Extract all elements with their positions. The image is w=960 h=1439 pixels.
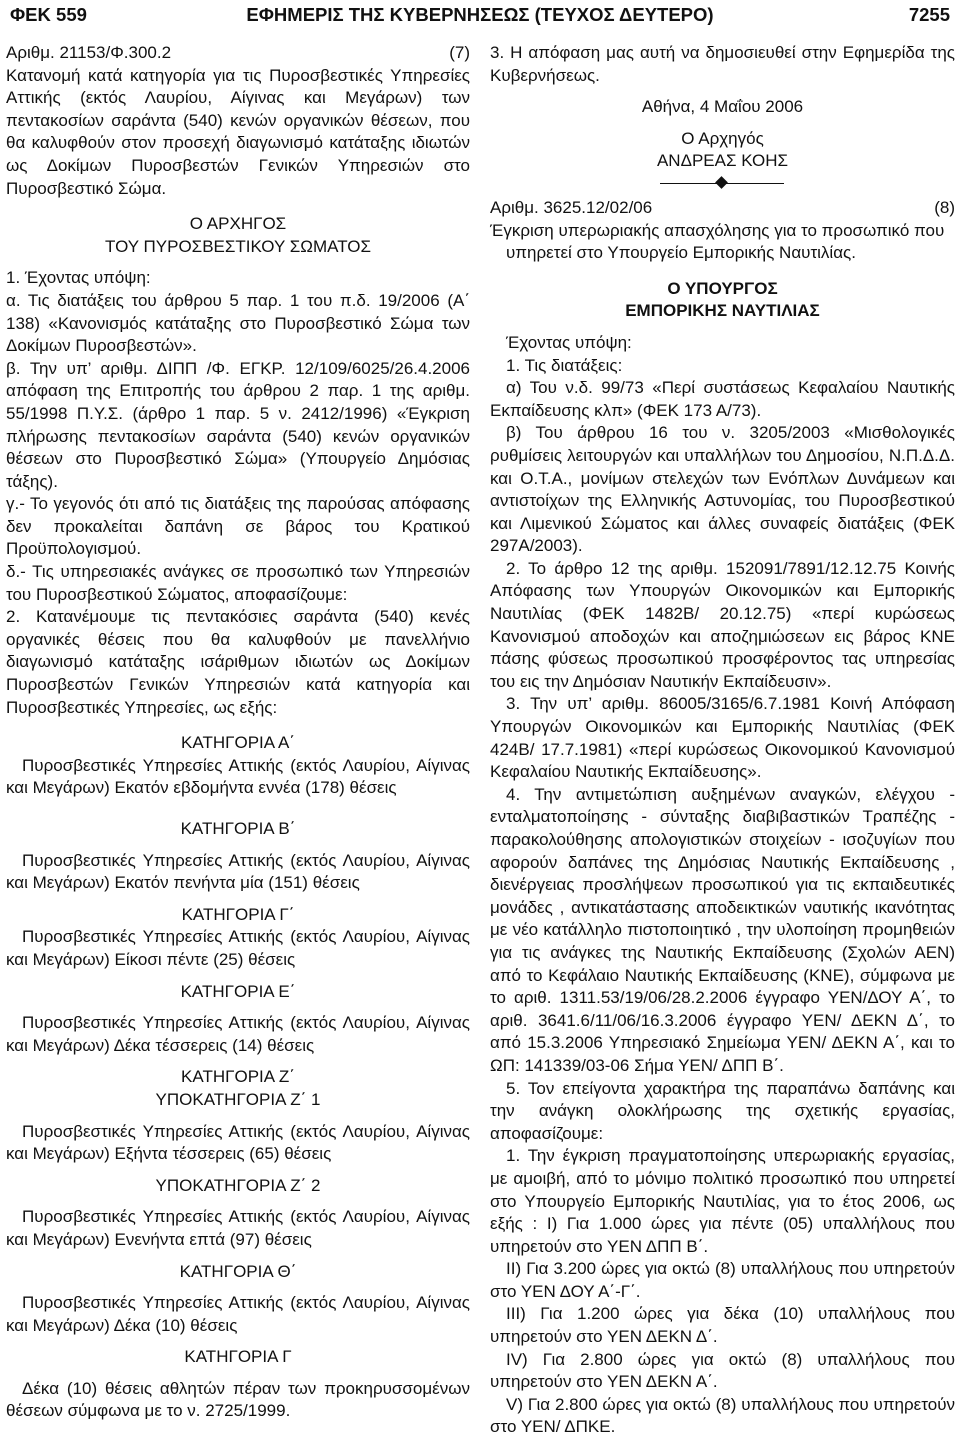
left-column	[6, 42, 470, 1423]
decision-item-3: ΙΙΙ) Για 1.200 ώρες για δέκα (10) υπαλλήλους που υπηρετούν στο ΥΕΝ ΔΕΚΝ Δ΄.	[490, 1304, 955, 1347]
item-5: 5. Τον επείγοντα χαρακτήρα της παραπάνω δαπάνης και την ανάγκη ολοκλήρωσης της σχετικής εργασίας, αποφασίζουμε:	[490, 1078, 955, 1143]
decision-index: (7)	[449, 43, 470, 62]
category-text: Πυροσβεστικές Υπηρεσίες Αττικής (εκτός Λαυρίου, Αίγινας και Μεγάρων) Εξήντα τέσσερεις (65) θέσεις	[6, 1121, 470, 1164]
minister-title: Ο ΥΠΟΥΡΓΟΣ	[667, 278, 778, 298]
page-number: 7255	[908, 4, 950, 25]
place-date: Αθήνα, 4 Μαΐου 2006	[641, 97, 804, 117]
subcategory-title: ΥΠΟΚΑΤΗΓΟΡΙΑ Ζ΄ 1	[155, 1089, 321, 1109]
category-title: ΚΑΤΗΓΟΡΙΑ Α΄	[181, 733, 295, 753]
category-title: ΚΑΤΗΓΟΡΙΑ Γ΄	[181, 904, 295, 924]
decision-item-2: ΙΙ) Για 3.200 ώρες για οκτώ (8) υπαλλήλους που υπηρετούν στο ΥΕΝ ΔΟΥ Α΄-Γ΄.	[490, 1259, 955, 1301]
category-title: ΚΑΤΗΓΟΡΙΑ Β΄	[180, 819, 296, 838]
category-title: ΚΑΤΗΓΟΡΙΑ Ζ΄	[181, 1067, 295, 1087]
category-text: Πυροσβεστικές Υπηρεσίες Αττικής (εκτός Λαυρίου, Αίγινας και Μεγάρων) Δέκα τέσσερεις (14) θέσεις	[6, 1013, 470, 1055]
decision-heading	[490, 197, 955, 220]
category-text: Πυροσβεστικές Υπηρεσίες Αττικής (εκτός Λαυρίου, Αίγινας και Μεγάρων) Είκοσι πέντε (25) θέσεις	[6, 927, 470, 969]
item-2: 2. Το άρθρο 12 της αριθμ. 152091/7891/12.12.75 Κοινής Απόφασης των Υπουργών Οικονομικών και Εμπορικής Ναυτιλίας (ΦΕΚ 1482Β/ 20.12.75) «περί κυρώσεως Κανονισμού αποδοχών και αποζημιώσεων εις βάρος ΚΝΕ πάσης φύσεως προσωπικού προσφέροντος τας υπηρεσίας του εις την Δημόσιαν Ναυτικήν Εκπαίδευσιν».	[490, 558, 955, 691]
item-b: β. Την υπ’ αριθμ. ΔΙΠΠ /Φ. ΕΓΚΡ. 12/109/6025/26.4.2006 απόφαση της Επιτροπής του άρθρου 2 παρ. 1 της αριθμ. 55/1998 Π.Υ.Σ. (άρθρο 1 παρ. 5 ν. 2412/1996) «Έγκριση πλήρωσης πεντακοσίων σαράντα (540) κενών οργανικών θέσεων στο Πυροσβεστικό Σώμα» (Υπουργείο Δημόσιας τάξης).	[6, 358, 470, 491]
decision-item-4: ΙV) Για 2.800 ώρες για οκτώ (8) υπαλλήλους που υπηρετούν στο ΥΕΝ ΔΕΚΝ Α΄.	[490, 1349, 955, 1392]
authority-title: Ο ΑΡΧΗΓΟΣ	[189, 214, 287, 234]
decision-subject: Έγκριση υπερωριακής απασχόλησης για το προσωπικό που υπηρετεί στο Υπουργείο Εμπορικής Ναυτιλίας.	[490, 220, 945, 263]
gazette-title: ΕΦΗΜΕΡΙΣ ΤΗΣ ΚΥΒΕΡΝΗΣΕΩΣ (ΤΕΥΧΟΣ ΔΕΥΤΕΡΟ)	[246, 4, 714, 25]
decision-item-5: V) Για 2.800 ώρες για οκτώ (8) υπαλλήλους που υπηρετούν στο ΥΕΝ/ ΔΠΚΕ.	[490, 1394, 955, 1437]
category-text: Δέκα (10) θέσεις αθλητών πέραν των προκηρυσσομένων θέσεων σύμφωνα με το ν. 2725/1999.	[6, 1378, 470, 1421]
item-d: δ.- Τις υπηρεσιακές ανάγκες σε προσωπικό των Υπηρεσιών του Πυροσβεστικού Σώματος, αποφασίζουμε:	[6, 562, 470, 604]
category-title: ΚΑΤΗΓΟΡΙΑ Γ	[184, 1347, 292, 1367]
signer-title: Ο Αρχηγός	[681, 128, 764, 148]
minister-subtitle: ΕΜΠΟΡΙΚΗΣ ΝΑΥΤΙΛΙΑΣ	[625, 301, 820, 321]
right-column	[490, 42, 955, 1439]
section-divider	[490, 177, 955, 189]
decision-heading	[6, 42, 470, 65]
having-regard: 1. Έχοντας υπόψη:	[6, 268, 151, 288]
item-4: 4. Την αντιμετώπιση αυξημένων αναγκών, ελέγχου - ενταλματοποίησης - σύνταξης διαβιβαστικών Τραπέζης - παρακολούθησης απολογιστικών στοιχείων - ισοζυγίων που αφορούν δαπάνες της Δημόσιας Ναυτικής Εκπαίδευσης , διενέργειας προσλήψεων προσωπικού για τις εκπαιδευτικές μονάδες , αντικατάστασης αποδεικτικών ναυτικής ικανότητας με νέο κατάλληλο πιστοποιητικό , την υλοποίηση προμηθειών για τις ανάγκες της Ναυτικής Εκπαίδευσης (Σχολών ΑΕΝ) από το Κεφάλαιο Ναυτικής Εκπαίδευσης (ΚΝΕ), σύμφωνα με το αριθ. 1311.53/19/06/28.2.2006 έγγραφο ΥΕΝ/ΔΟΥ Α΄, το αριθ. 3641.6/11/06/16.3.2006 έγγραφο ΥΕΝ/ ΔΕΚΝ Δ΄, το από 15.3.2006 Υπηρεσιακό Σημείωμα ΥΕΝ/ ΔΕΚΝ Α΄, και το ΩΠ: 141339/03-06 Σήμα ΥΕΝ/ ΔΠΠ Β΄.	[490, 784, 955, 1075]
item-1b: β) Του άρθρου 16 του ν. 3205/2003 «Μισθολογικές ρυθμίσεις λειτουργών και υπαλλήλων του Δημοσίου, Ν.Π.Δ.Δ. και Ο.Τ.Α., μονίμων στελεχών των Ενόπλων Δυνάμεων και αντιστοίχων της Ελληνικής Αστυνομίας, του Πυροσβεστικού και Λιμενικού Σώματος και άλλες συναφείς διατάξεις (ΦΕΚ 297Α/2003).	[490, 423, 955, 556]
diamond-icon	[715, 176, 728, 189]
page-header	[10, 4, 950, 34]
publish-clause: 3. Η απόφαση μας αυτή να δημοσιευθεί στην Εφημερίδα της Κυβερνήσεως.	[490, 43, 955, 85]
item-a: α. Τις διατάξεις του άρθρου 5 παρ. 1 του π.δ. 19/2006 (Α΄ 138) «Κανονισμός κατάταξης στο Πυροσβεστικό Σώμα των Δοκίμων Πυροσβεστών».	[6, 290, 470, 356]
item-1a: α) Του ν.δ. 99/73 «Περί συστάσεως Κεφαλαίου Ναυτικής Εκπαίδευσης κλπ» (ΦΕΚ 173 Α/73).	[490, 378, 955, 420]
authority-subtitle: ΤΟΥ ΠΥΡΟΣΒΕΣΤΙΚΟΥ ΣΩΜΑΤΟΣ	[105, 236, 371, 256]
category-text: Πυροσβεστικές Υπηρεσίες Αττικής (εκτός Λαυρίου, Αίγινας και Μεγάρων) Ενενήντα επτά (97) θέσεις	[6, 1207, 470, 1249]
decision-item-1: 1. Την έγκριση πραγματοποίησης υπερωριακής εργασίας, με αμοιβή, από το μόνιμο πολιτικό προσωπικό που υπηρετεί στο Υπουργείο Εμπορικής Ναυτιλίας, για το έτος 2006, ως εξής : Ι) Για 1.000 ώρες για πέντε (05) υπαλλήλους που υπηρετούν στο ΥΕΝ ΔΠΠ Β΄.	[490, 1146, 955, 1256]
decision-number: Αριθμ. 21153/Φ.300.2	[6, 43, 172, 62]
signer-name: ΑΝΔΡΕΑΣ ΚΟΗΣ	[656, 151, 789, 171]
decision-number: Αριθμ. 3625.12/02/06	[490, 197, 653, 217]
category-title: ΚΑΤΗΓΟΡΙΑ Θ΄	[179, 1261, 297, 1281]
item-3: 3. Την υπ’ αριθμ. 86005/3165/6.7.1981 Κοινή Απόφαση Υπουργών Οικονομικών και Εμπορικής Ναυτιλίας (ΦΕΚ 424Β/ 17.7.1981) «περί κυρώσεως Οικονομικού Κανονισμού Κεφαλαίου Ναυτικής Εκπαίδευσης».	[490, 694, 955, 782]
having-regard: Έχοντας υπόψη:	[506, 332, 632, 352]
subcategory-title: ΥΠΟΚΑΤΗΓΟΡΙΑ Ζ΄ 2	[155, 1175, 321, 1195]
item-c: γ.- Το γεγονός ότι από τις διατάξεις της παρούσας απόφασης δεν προκαλείται δαπάνη σε βάρος του Κρατικού Προϋπολογισμού.	[6, 494, 470, 559]
decision-subject: Κατανομή κατά κατηγορία για τις Πυροσβεστικές Υπηρεσίες Αττικής (εκτός Λαυρίου, Αίγινας και Μεγάρων) των πεντακοσίων σαράντα (540) κενών οργανικών θέσεων, που θα καλυφθούν στον προσεχή διαγωνισμό κατάταξης ιδιωτών ως Δοκίμων Πυροσβεστών Γενικών Υπηρεσιών στο Πυροσβεστικό Σώμα.	[6, 65, 470, 198]
category-title: ΚΑΤΗΓΟΡΙΑ Ε΄	[180, 981, 296, 1001]
category-text: Πυροσβεστικές Υπηρεσίες Αττικής (εκτός Λαυρίου, Αίγινας και Μεγάρων) Δέκα (10) θέσεις	[6, 1293, 470, 1335]
category-text: Πυροσβεστικές Υπηρεσίες Αττικής (εκτός Λαυρίου, Αίγινας και Μεγάρων) Εκατόν πενήντα μία (151) θέσεις	[6, 850, 470, 893]
issue-label: ΦΕΚ 559	[10, 4, 87, 25]
decision-index: (8)	[934, 197, 955, 217]
allocation-paragraph: 2. Κατανέμουμε τις πεντακόσιες σαράντα (540) κενές οργανικές θέσεις που θα καλυφθούν με πανελλήνιο διαγωνισμό κατάταξης ισάριθμων ιδιωτών ως Δοκίμων Πυροσβεστών Γενικών Υπηρεσιών κατά κατηγορία και Πυροσβεστικές Υπηρεσίες, ως εξής:	[6, 607, 470, 717]
item-1: 1. Τις διατάξεις:	[506, 355, 623, 375]
category-text: Πυροσβεστικές Υπηρεσίες Αττικής (εκτός Λαυρίου, Αίγινας και Μεγάρων) Εκατόν εβδομήντα εννέα (178) θέσεις	[6, 755, 470, 798]
